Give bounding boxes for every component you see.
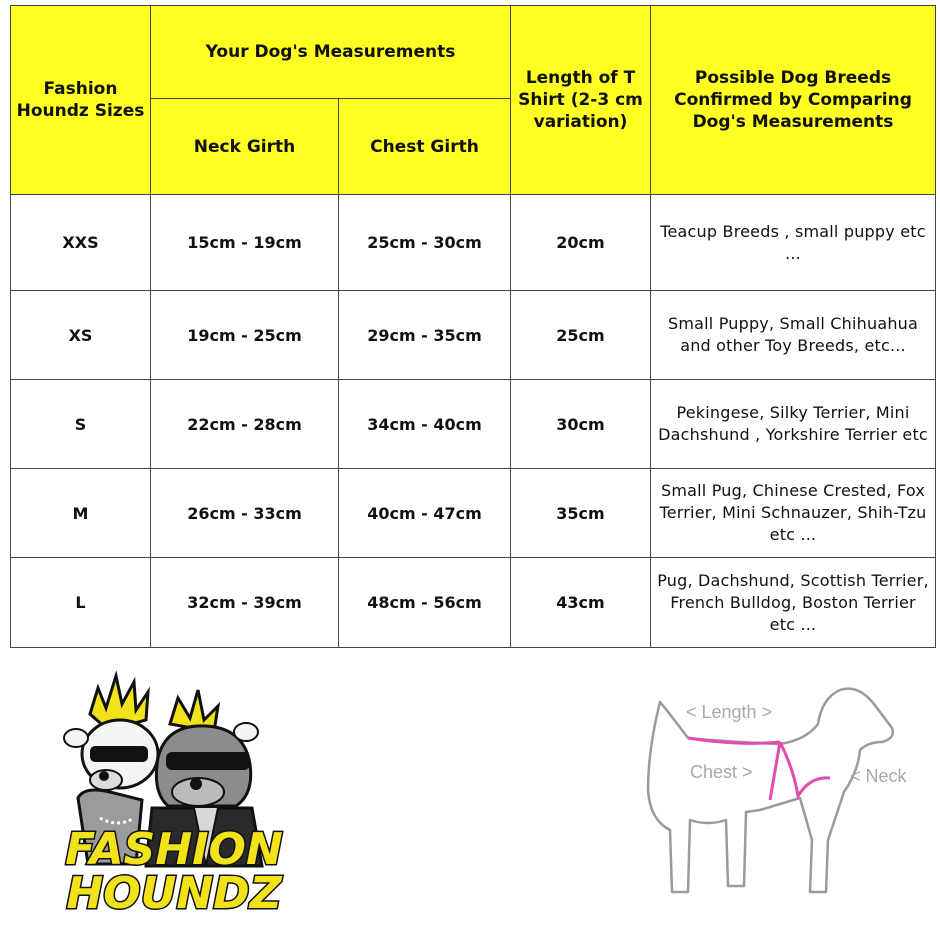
chest-cell: 29cm - 35cm — [339, 291, 511, 380]
breeds-cell: Pug, Dachshund, Scottish Terrier, French Bulldog, Boston Terrier etc ... — [651, 558, 936, 648]
punk-dogs-icon — [48, 668, 300, 918]
logo-text-line1: FASHION — [65, 824, 283, 875]
dog-silhouette-measure-icon — [630, 680, 930, 910]
header-chest-girth: Chest Girth — [339, 99, 511, 195]
header-breeds: Possible Dog Breeds Confirmed by Comparing Dog's Measurements — [651, 6, 936, 195]
size-cell: S — [11, 380, 151, 469]
chest-cell: 25cm - 30cm — [339, 195, 511, 291]
neck-cell: 19cm - 25cm — [151, 291, 339, 380]
chest-cell: 34cm - 40cm — [339, 380, 511, 469]
chest-cell: 48cm - 56cm — [339, 558, 511, 648]
breeds-cell: Small Puppy, Small Chihuahua and other Toy Breeds, etc... — [651, 291, 936, 380]
fashion-houndz-logo — [48, 668, 300, 918]
size-cell: M — [11, 469, 151, 558]
table-row — [11, 291, 936, 380]
logo-text-line2: HOUNDZ — [66, 868, 282, 918]
length-cell: 20cm — [511, 195, 651, 291]
neck-cell: 32cm - 39cm — [151, 558, 339, 648]
size-cell: XS — [11, 291, 151, 380]
length-cell: 30cm — [511, 380, 651, 469]
table-row — [11, 558, 936, 648]
neck-label: < Neck — [850, 766, 907, 786]
breeds-cell: Small Pug, Chinese Crested, Fox Terrier, Mini Schnauzer, Shih-Tzu etc ... — [651, 469, 936, 558]
chest-cell: 40cm - 47cm — [339, 469, 511, 558]
chest-label: Chest > — [690, 762, 753, 782]
table-row — [11, 195, 936, 291]
header-measurements: Your Dog's Measurements — [151, 6, 511, 99]
size-chart-table — [10, 5, 936, 648]
size-cell: XXS — [11, 195, 151, 291]
length-cell: 25cm — [511, 291, 651, 380]
breeds-cell: Pekingese, Silky Terrier, Mini Dachshund , Yorkshire Terrier etc — [651, 380, 936, 469]
length-cell: 43cm — [511, 558, 651, 648]
header-length: Length of T Shirt (2-3 cm variation) — [511, 6, 651, 195]
table-row — [11, 380, 936, 469]
header-neck-girth: Neck Girth — [151, 99, 339, 195]
header-sizes: Fashion Houndz Sizes — [11, 6, 151, 195]
neck-cell: 26cm - 33cm — [151, 469, 339, 558]
length-label: < Length > — [686, 702, 773, 722]
table-row — [11, 469, 936, 558]
size-cell: L — [11, 558, 151, 648]
breeds-cell: Teacup Breeds , small puppy etc ... — [651, 195, 936, 291]
neck-cell: 15cm - 19cm — [151, 195, 339, 291]
length-cell: 35cm — [511, 469, 651, 558]
neck-cell: 22cm - 28cm — [151, 380, 339, 469]
dog-measurement-diagram — [630, 680, 930, 910]
